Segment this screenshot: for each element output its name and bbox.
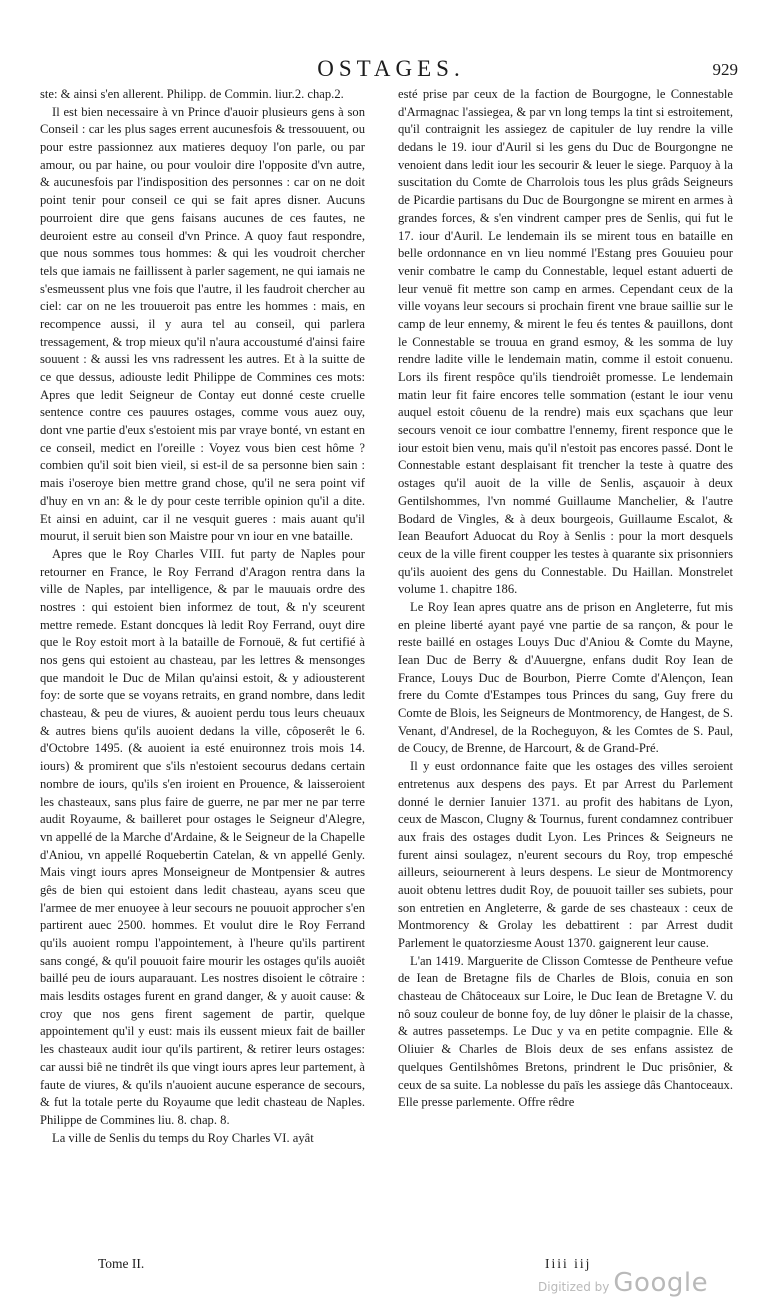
paragraph: esté prise par ceux de la faction de Bourgogne, le Connestable d'Armagnac l'assiegea, & par vn long temps la tint si estroitement, qu'il contraignit les assiegez de capituler de luy rendre la ville dedans le 19. iour d'Auril si les gens du Duc de Bourgongne ne venoient dans ledit iour les secourir & leuer le siege. Parquoy à la suscitation du Comte de Charrolois tous les plus grâds Seigneurs de Picardie partisans du Duc de Bourgongne se mirent en armes à grandes forces, & s'en vindrent camper pres de Senlis, qui fut le 17. iour d'Auril. Le lendemain ils se mirent tous en bataille en belle ordonnance en vn lieu nommé l'Estang pres Gouuieu pour venir combatre le camp du Connestable, lequel estant aduerti de leur venuë fit mettre son camp en armes. Cependant ceux de la ville voyans leur secours si prochain firent vne braue saillie sur le camp de leur ennemy, & mirent le feu és tentes & pauillons, dont le Connestable se trouua en grand esmoy, & les somma de luy rendre ladite ville le lendemain matin, comme il estoit conuenu. Lors ils firent respôce qu'ils tiendroiêt promesse. Le lendemain matin leur fit faire encores telle sommation (estant le iour venu auquel estoit côuenu de la rendre) mais eux sçachans que leur secours venoit ce iour combattre l'ennemy, firent responce que le iour estoit bien venu, mais qu'il n'estoit pas encores passé. Dont le Connestable estant desplaisant fit trencher la teste à quatre des ostages qu'il auoit de la ville de Senlis, asçauoir à deux Gentilshommes, l'vn nommé Guillaume Manchelier, & l'autre Bodard de Vingles, & à deux bourgeois, Guillaume Escalot, & Iean Beaufort Aduocat du Roy à Senlis : pour la mort desquels ceux de la ville firent coupper les testes à quarante six prisonniers qu'ils auoient des gens du Connestable. Du Haillan. Monstrelet volume 1. chapitre 186. <box>398 87 733 597</box>
running-head-title: OSTAGES. <box>317 56 465 81</box>
paragraph: Il est bien necessaire à vn Prince d'auoir plusieurs gens à son Conseil : car les plus sages errent aucunesfois & tressouuent, ou pour estre passionnez aux matieres dequoy l'on parle, ou par amour, ou par haine, ou pour vouloir dire l'opposite d'vn autre, & aucunesfois par l'indisposition des personnes : car on ne doit point tenir pour conseil ce qui se fait apres disner. Aucuns pourroient dire que gens faisans aucunes de ces fautes, ne deuroient estre au conseil d'vn Prince. A quoy faut respondre, que nous sommes tous hommes: & qui les voudroit chercher tels que iamais ne faillissent à parler sagement, ne qui iamais ne s'esmeussent plus vne fois que l'autre, il les faudroit chercher au ciel: car on ne les trouueroit pas entre les hommes : mais, en recompence aussi, il y aura tel au conseil, qui parlera tressagement, & trop mieux qu'il n'aura accoustumé d'ainsi faire souuent : & aussi les vns radressent les autres. Et à la suitte de ce que dessus, adiouste ledit Philippe de Commines ces mots: Apres que ledit Seigneur de Contay eut donné ceste cruelle sentence contre ces pauures ostages, comme vous auez ouy, dont vne partie d'eux s'estoient mis par vraye bonté, vn estant en ce conseil, medict en l'oreille : Voyez vous bien cest hôme ? combien qu'il soit bien vieil, si est-il de sa personne bien sain : mais i'oseroye bien mettre grand chose, qu'il ne sera point vif d'huy en vn an: & le dy pour ceste terrible opinion qu'il a dite. Et ainsi en aduint, car il ne vesquit gueres : mais auant qu'il mourut, il seruit bien son Maistre pour vn iour en vne bataille. <box>40 104 365 544</box>
google-logo: Google <box>613 1268 709 1298</box>
paragraph: La ville de Senlis du temps du Roy Charles VI. ayât <box>52 1130 314 1145</box>
paragraph: Il y eust ordonnance faite que les ostages des villes seroient entretenus aux despens des pays. Et par Arrest du Parlement donné le dernier Ianuier 1371. au profit des habitans de Lyon, ceux de Mascon, Clugny & Tournus, furent condamnez contribuer aux frais des ostages dudit Lyon. Les Princes & Seigneurs ne furent ainsi soulagez, n'eurent secours du Roy, trop empesché ailleurs, seiournerent à leurs despens. Le sieur de Montmorency auoit obtenu lettres dudit Roy, de pouuoit tailler ses subiets, pour son entretien en Angleterre, & garde de ses chasteaux : ceux de Montmorency & Grolay les debattirent : par Arrest dudit Parlement le quatorziesme Aoust 1370. gaignerent leur cause. <box>398 759 733 950</box>
left-column <box>40 86 365 1147</box>
digitization-watermark <box>538 1268 708 1298</box>
tome-label: Tome II. <box>98 1256 145 1271</box>
paragraph: Le Roy Iean apres quatre ans de prison en Angleterre, fut mis en pleine liberté ayant payé vne partie de sa rançon, & pour le reste baillé en ostages Louys Duc d'Aniou & Comte du Mayne, Iean Duc de Berry & d'Auuergne, enfans dudit Roy Iean de France, Louys Duc de Bourbon, Pierre Comte d'Alençon, Iean frere du Comte d'Estampes tous Princes du sang, Guy frere du Comte de Blois, les Seigneurs de Montmorency, de Hangest, de S. Venant, d'Andresel, de la Rocheguyon, & les Comtes de S. Paul, de Coucy, de Brenne, de Harcourt, & de Grand-Pré. <box>398 599 733 756</box>
watermark-prefix: Digitized by <box>538 1280 610 1294</box>
paragraph: ste: & ainsi s'en allerent. Philipp. de Commin. liur.2. chap.2. <box>40 87 344 101</box>
signature-mark: Iiii iij <box>545 1256 592 1271</box>
right-column <box>398 86 733 1112</box>
paragraph: Apres que le Roy Charles VIII. fut party de Naples pour retourner en France, le Roy Ferrand d'Aragon rentra dans la ville de Naples, par intelligence, & par le mauuais ordre des nostres : qui estoient bien informez de tout, & n'y sceurent mettre remede. Estant doncques là ledit Roy Ferrand, ouyt dire que le Roy estoit mort à la bataille de Fornouë, & fut certifié à nos gens qui estoient au chasteau, par les lettres & mensonges que mandoit le Duc de Milan qu'ainsi estoit, & y adiousterent foy: de sorte que se voyans retraits, en grand nombre, dans ledit chasteau, & peu de viures, & auoient perdu tous leurs cheuaux & autres biens qu'ils auoient dedans la ville, côposerêt le 6. d'Octobre 1495. (& auoient ia esté enuironnez trois mois 14. iours) & promirent que s'ils n'estoient secourus dedans certain nombre de iours, qu'ils s'en iroient en Prouence, & laisseroient les chasteaux, sans plus faire de guerre, ne par mer ne par terre audit Royaume, & bailleret pour ostages le Seigneur d'Alegre, vn appellé de la Marche d'Ardaine, & le Seigneur de la Chapelle d'Aniou, vn appellé Roquebertin Catelan, & vn appellé Genly. Mais vingt iours apres Monseigneur de Montpensier & autres gês de bien qui estoient dans ledit chasteau, ayans sceu que l'armee de mer enuoyee à leur secours ne pouuoit approcher s'en partirent auec 2500. hommes. Et voulut dire le Roy Ferrand qu'ils auoient rompu l'appointement, à l'heure qu'ils partirent sans congé, & qu'il pouuoit faire mourir les ostages qu'ils auoiêt baillé peu de iours auparauant. Les nostres disoient le côtraire : mais lesdits ostages furent en grand danger, & y auoit cause: & croy que nos gens firent sagement de partir, quelque appointement qu'il y eust: mais ils eussent mieux fait de bailler les chasteaux audit iour qu'ils partirent, & retirer leurs ostages: car aussi biê ne tindrêt ils que vingt iours apres leur partement, à faute de viures, & qu'ils n'auoient aucune esperance de secours, & fut la totale perte du Royaume que ledit chasteau de Naples. Philippe de Commines liu. 8. chap. 8. <box>40 546 365 1127</box>
page-number: 929 <box>712 60 738 79</box>
paragraph: L'an 1419. Marguerite de Clisson Comtesse de Pentheure vefue de Iean de Bretagne fils de Charles de Blois, conuia en son chasteau de Châtoceaux sur Loire, le Duc Iean de Bretagne V. du nô souz couleur de bonne foy, de luy dôner le plaisir de la chasse, & autres passetemps. Le Duc y va en petite compagnie. Elle & Oliuier & Charles de Blois deux de ses enfans assistez de quelques Gentilshômes Bretons, prindrent le Duc prisônier, & ceux de sa suite. La noblesse du païs les assiege dâs Chantoceaux. Elle presse parlemente. Offre rêdre <box>398 953 733 1110</box>
